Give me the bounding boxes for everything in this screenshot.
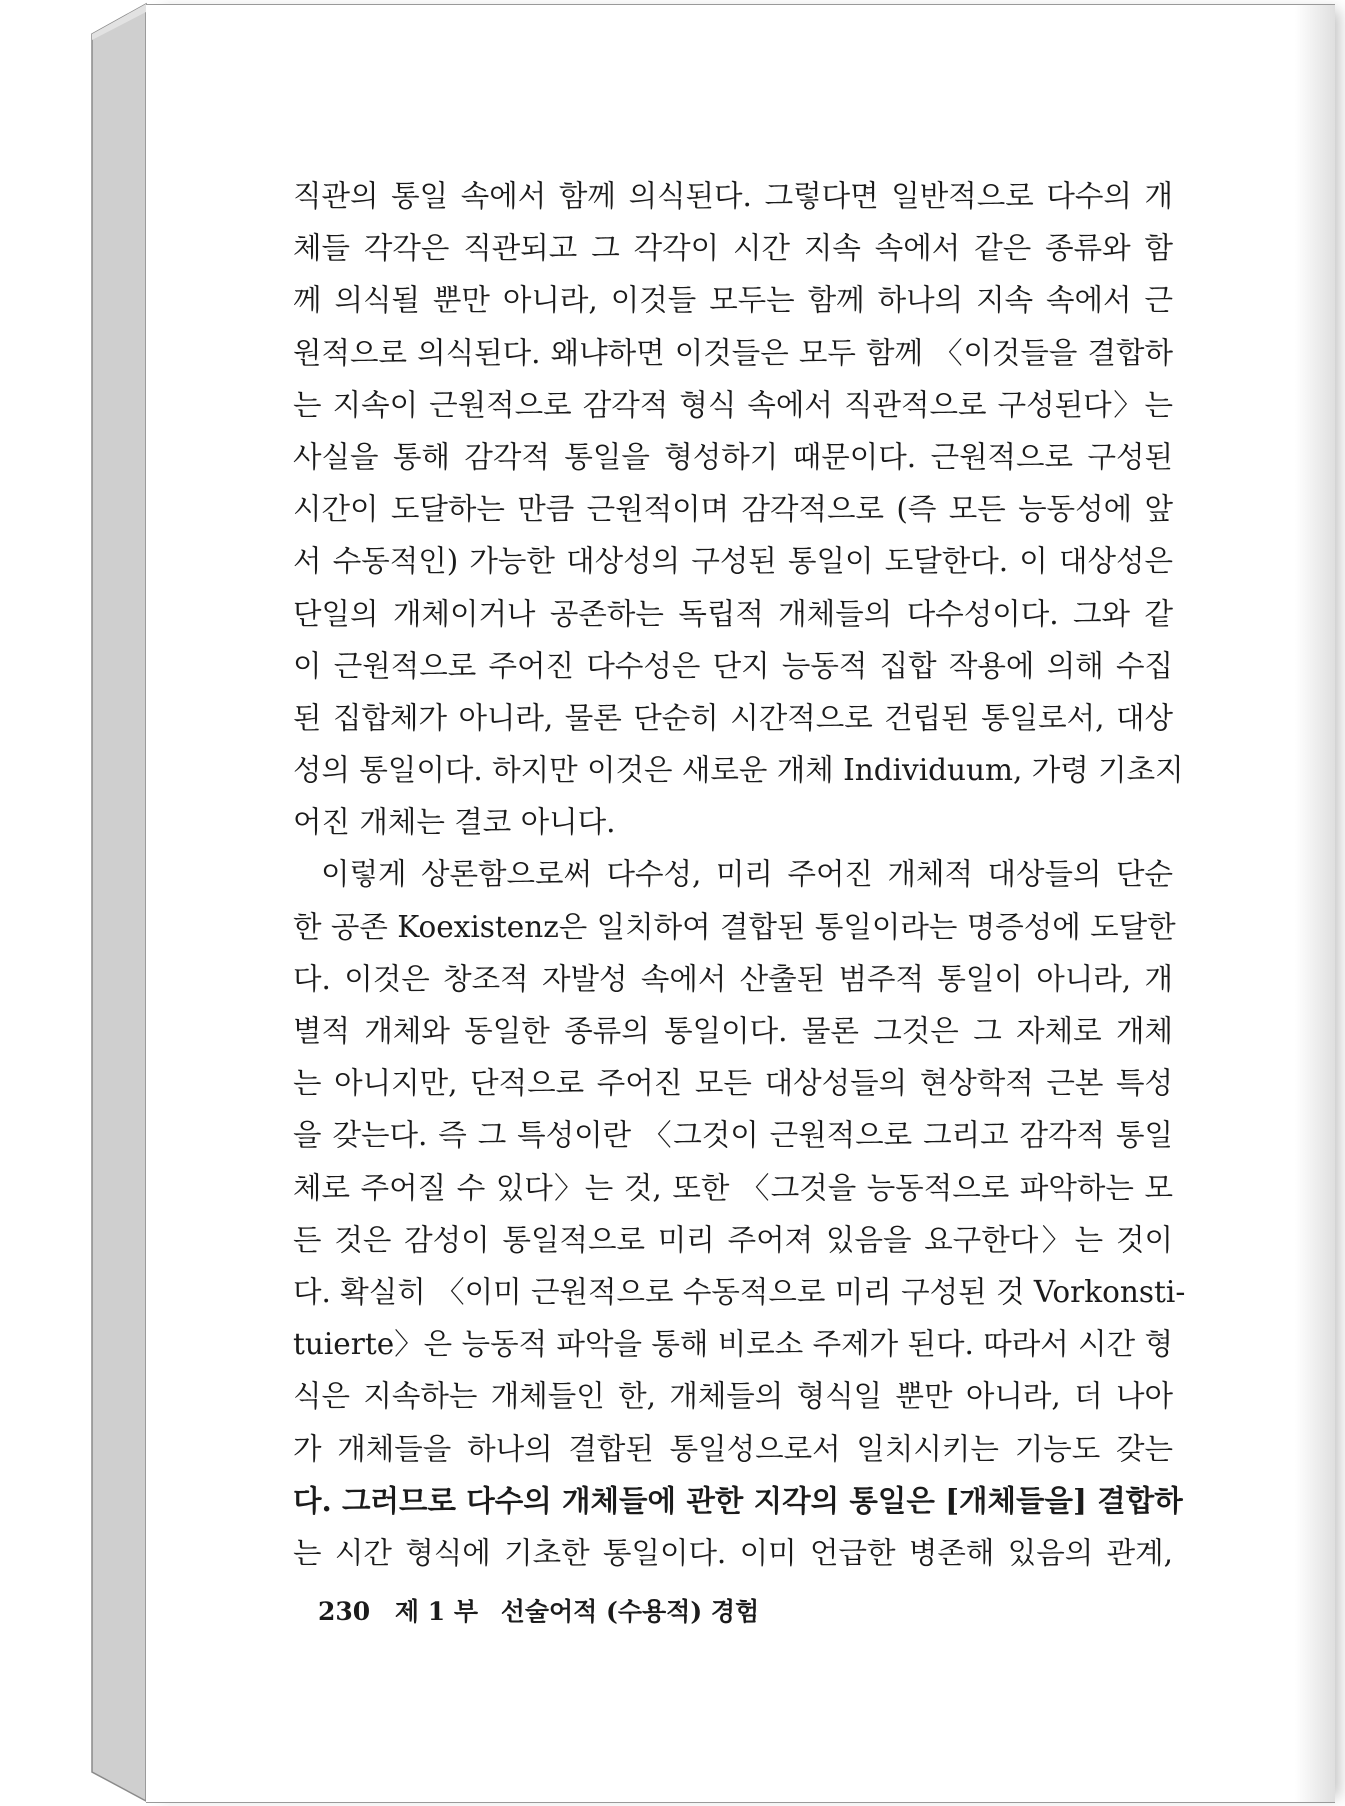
text-line: 이 근원적으로 주어진 다수성은 단지 능동적 집합 작용에 의해 수집 <box>293 648 1173 683</box>
text-line: 체로 주어질 수 있다〉는 것, 또한 〈그것을 능동적으로 파악하는 모 <box>293 1170 1173 1205</box>
page-number: 230 <box>318 1597 371 1626</box>
text-line: 시간이 도달하는 만큼 근원적이며 감각적으로 (즉 모든 능동성에 앞 <box>293 492 1173 527</box>
text-line: 단일의 개체이거나 공존하는 독립적 개체들의 다수성이다. 그와 같 <box>293 596 1173 631</box>
text-line: 성의 통일이다. 하지만 이것은 새로운 개체 Individuum, 가령 기초지 <box>293 753 1184 788</box>
text-line: 을 갖는다. 즉 그 특성이란 〈그것이 근원적으로 그리고 감각적 통일 <box>293 1118 1173 1153</box>
page-edge-shade <box>1295 5 1335 1802</box>
text-line: 한 공존 Koexistenz은 일치하여 결합된 통일이라는 명증성에 도달한 <box>293 909 1176 944</box>
text-line: 서 수동적인) 가능한 대상성의 구성된 통일이 도달한다. 이 대상성은 <box>293 544 1173 579</box>
page-footer <box>318 1592 759 1628</box>
book-spine <box>0 0 150 1806</box>
text-line: 는 아니지만, 단적으로 주어진 모든 대상성들의 현상학적 근본 특성 <box>293 1066 1173 1101</box>
text-line: tuierte〉은 능동적 파악을 통해 비로소 주제가 된다. 따라서 시간 형 <box>293 1327 1173 1362</box>
text-line: 체들 각각은 직관되고 그 각각이 시간 지속 속에서 같은 종류와 함 <box>293 231 1173 266</box>
part-label: 제 1 부 <box>394 1597 479 1626</box>
text-line: 직관의 통일 속에서 함께 의식된다. 그렇다면 일반적으로 다수의 개 <box>293 179 1173 213</box>
text-line: 사실을 통해 감각적 통일을 형성하기 때문이다. 근원적으로 구성된 <box>293 439 1173 474</box>
running-title: 선술어적 (수용적) 경험 <box>500 1597 760 1626</box>
text-line: 다. 확실히 〈이미 근원적으로 수동적으로 미리 구성된 것 Vorkonsti- <box>293 1274 1186 1309</box>
text-line-paragraph-end: 어진 개체는 결코 아니다. <box>293 805 616 840</box>
text-line-paragraph-start: 이렇게 상론함으로써 다수성, 미리 주어진 개체적 대상들의 단순 <box>321 857 1173 892</box>
text-line: 식은 지속하는 개체들인 한, 개체들의 형식일 뿐만 아니라, 더 나아 <box>293 1379 1173 1414</box>
text-line: 다. 그러므로 다수의 개체들에 관한 지각의 통일은 [개체들을] 결합하 <box>293 1482 1183 1518</box>
text-line: 든 것은 감성이 통일적으로 미리 주어져 있음을 요구한다〉는 것이 <box>293 1222 1173 1257</box>
text-line: 는 지속이 근원적으로 감각적 형식 속에서 직관적으로 구성된다〉는 <box>293 387 1173 422</box>
body-text <box>293 170 1186 1579</box>
text-line: 된 집합체가 아니라, 물론 단순히 시간적으로 건립된 통일로서, 대상 <box>293 700 1173 735</box>
text-line: 가 개체들을 하나의 결합된 통일성으로서 일치시키는 기능도 갖는 <box>293 1431 1173 1466</box>
text-line: 는 시간 형식에 기초한 통일이다. 이미 언급한 병존해 있음의 관계, <box>293 1535 1173 1570</box>
text-line: 원적으로 의식된다. 왜냐하면 이것들은 모두 함께 〈이것들을 결합하 <box>293 335 1173 370</box>
text-line: 별적 개체와 동일한 종류의 통일이다. 물론 그것은 그 자체로 개체 <box>293 1014 1173 1048</box>
text-line: 께 의식될 뿐만 아니라, 이것들 모두는 함께 하나의 지속 속에서 근 <box>293 283 1173 318</box>
text-line: 다. 이것은 창조적 자발성 속에서 산출된 범주적 통일이 아니라, 개 <box>293 961 1173 996</box>
